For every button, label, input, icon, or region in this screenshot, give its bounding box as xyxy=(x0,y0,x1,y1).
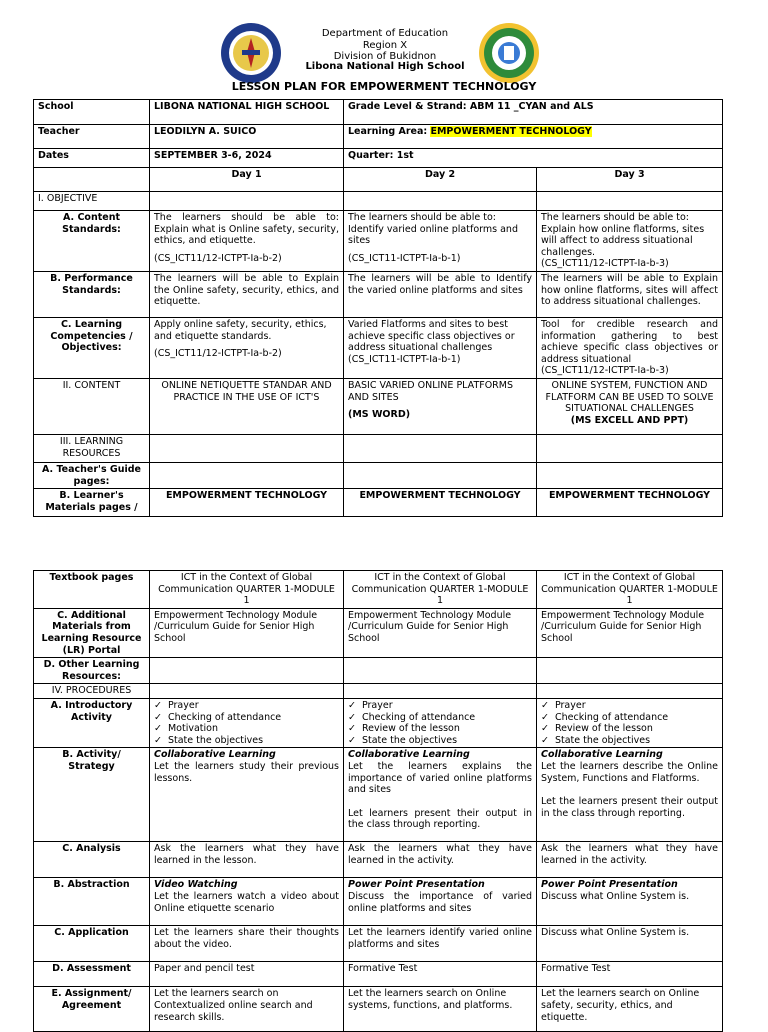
analysis-day-2: Ask the learners what they have learned in the activity. xyxy=(344,842,537,878)
introductory-day-3 xyxy=(537,698,723,747)
content-day-1: ONLINE NETIQUETTE STANDAR AND PRACTICE IN THE USE OF ICT'S xyxy=(150,378,344,434)
analysis-day-1: Ask the learners what they have learned in the lesson. xyxy=(150,842,344,878)
abstraction-day-1: Video Watching Let the learners watch a video about Online etiquette scenario xyxy=(150,878,344,926)
abstraction-row xyxy=(34,878,723,926)
checklist-item: ✓ Motivation xyxy=(154,723,339,735)
learning-area xyxy=(344,125,723,149)
lesson-plan-table-1 xyxy=(33,99,723,517)
content-standard-day-3: The learners should be able to: Explain how online flatforms, sites will affect to address situational challenges. (CS_ICT11/12-ICTPT-Ia-b-3) xyxy=(537,211,723,272)
competencies-row xyxy=(34,317,723,378)
abstraction-day-2: Power Point Presentation Discuss the importance of varied online platforms and sites xyxy=(344,878,537,926)
procedures-label: IV. PROCEDURES xyxy=(34,684,150,699)
other-resources-label: D. Other Learning Resources: xyxy=(34,658,150,684)
grade-level-label: Grade Level & Strand: ABM 11 _CYAN and ALS xyxy=(344,100,723,125)
performance-standards-label: B. Performance Standards: xyxy=(34,271,150,317)
checklist-item: ✓ Checking of attendance xyxy=(348,712,532,724)
procedures-row xyxy=(34,684,723,699)
other-resources-row xyxy=(34,658,723,684)
learner-materials-label: B. Learner's Materials pages / xyxy=(34,489,150,517)
learner-materials-day-1: EMPOWERMENT TECHNOLOGY xyxy=(150,489,344,517)
activity-strategy-row xyxy=(34,748,723,842)
learning-resources-row xyxy=(34,434,723,462)
content-standards-row xyxy=(34,211,723,272)
assignment-day-3: Let the learners search on Online safety, security, ethics, and etiquette. xyxy=(537,987,723,1032)
assessment-label: D. Assessment xyxy=(34,962,150,987)
content-standard-day-1: The learners should be able to: Explain what is Online safety, security, ethics, and etiquette. (CS_ICT11/12-ICTPT-Ia-b-2) xyxy=(150,211,344,272)
checklist-item: ✓ Prayer xyxy=(348,700,532,712)
content-row xyxy=(34,378,723,434)
assignment-row xyxy=(34,987,723,1032)
introductory-day-1 xyxy=(150,698,344,747)
activity-day-1: Collaborative Learning Let the learners study their previous lessons. xyxy=(150,748,344,842)
textbook-day-3: ICT in the Context of Global Communication QUARTER 1-MODULE 1 xyxy=(537,571,723,609)
analysis-row xyxy=(34,842,723,878)
checklist-item: ✓ Prayer xyxy=(541,700,718,712)
additional-materials-day-3: Empowerment Technology Module /Curriculum Guide for Senior High School xyxy=(537,608,723,657)
teacher-guide-row xyxy=(34,462,723,488)
learning-resources-label: III. LEARNING RESOURCES xyxy=(34,434,150,462)
learner-materials-day-2: EMPOWERMENT TECHNOLOGY xyxy=(344,489,537,517)
content-standards-label: A. Content Standards: xyxy=(34,211,150,272)
competencies-label: C. Learning Competencies / Objectives: xyxy=(34,317,150,378)
checklist-item: ✓ State the objectives xyxy=(348,735,532,747)
learner-materials-day-3: EMPOWERMENT TECHNOLOGY xyxy=(537,489,723,517)
day-3-header: Day 3 xyxy=(537,168,723,192)
abstraction-day-3: Power Point Presentation Discuss what Online System is. xyxy=(537,878,723,926)
teacher-guide-label: A. Teacher's Guide pages: xyxy=(34,462,150,488)
lesson-plan-table-2 xyxy=(33,570,723,1032)
header-line-department: Department of Education xyxy=(321,28,449,39)
page-title: LESSON PLAN FOR EMPOWERMENT TECHNOLOGY xyxy=(231,80,537,93)
assessment-row xyxy=(34,962,723,987)
learner-materials-row xyxy=(34,489,723,517)
checklist-item: ✓ Prayer xyxy=(154,700,339,712)
header-school-name: Libona National High School xyxy=(305,61,465,72)
dates-value: SEPTEMBER 3-6, 2024 xyxy=(150,149,344,168)
activity-strategy-label: B. Activity/ Strategy xyxy=(34,748,150,842)
application-day-2: Let the learners identify varied online platforms and sites xyxy=(344,926,537,962)
checklist-item: ✓ State the objectives xyxy=(154,735,339,747)
performance-standard-day-3: The learners will be able to Explain how online flatforms, sites will affect to address situational challenges. xyxy=(537,271,723,317)
textbook-day-1: ICT in the Context of Global Communication QUARTER 1-MODULE 1 xyxy=(150,571,344,609)
quarter-label: Quarter: 1st xyxy=(344,149,723,168)
application-label: C. Application xyxy=(34,926,150,962)
header-line-division: Division of Bukidnon xyxy=(333,51,437,62)
additional-materials-row xyxy=(34,608,723,657)
info-row-school xyxy=(34,100,723,125)
objective-label: I. OBJECTIVE xyxy=(34,192,150,211)
info-row-teacher xyxy=(34,125,723,149)
activity-day-2: Collaborative Learning Let the learners explains the importance of varied online platforms and sites Let learners present their output in the class through reporting. xyxy=(344,748,537,842)
dates-label: Dates xyxy=(34,149,150,168)
textbook-row xyxy=(34,571,723,609)
assignment-day-2: Let the learners search on Online systems, functions, and platforms. xyxy=(344,987,537,1032)
competency-day-2: Varied Flatforms and sites to best achieve specific class objectives or address situational challenges (CS_ICT11-ICTPT-Ia-b-1) xyxy=(344,317,537,378)
analysis-label: C. Analysis xyxy=(34,842,150,878)
textbook-label: Textbook pages xyxy=(34,571,150,609)
analysis-day-3: Ask the learners what they have learned in the activity. xyxy=(537,842,723,878)
school-value: LIBONA NATIONAL HIGH SCHOOL xyxy=(150,100,344,125)
competency-day-1: Apply online safety, security, ethics, and etiquette standards. (CS_ICT11/12-ICTPT-Ia-b-2) xyxy=(150,317,344,378)
abstraction-label: B. Abstraction xyxy=(34,878,150,926)
checklist-item: ✓ Review of the lesson xyxy=(348,723,532,735)
additional-materials-day-1: Empowerment Technology Module /Curriculum Guide for Senior High School xyxy=(150,608,344,657)
objective-row xyxy=(34,192,723,211)
performance-standard-day-1: The learners will be able to Explain the Online safety, security, ethics, and etiquette. xyxy=(150,271,344,317)
learning-area-value: EMPOWERMENT TECHNOLOGY xyxy=(430,126,592,137)
info-row-dates xyxy=(34,149,723,168)
teacher-label: Teacher xyxy=(34,125,150,149)
content-day-3: ONLINE SYSTEM, FUNCTION AND FLATFORM CAN BE USED TO SOLVE SITUATIONAL CHALLENGES (MS EXCELL AND PPT) xyxy=(537,378,723,434)
assessment-day-2: Formative Test xyxy=(344,962,537,987)
assessment-day-1: Paper and pencil test xyxy=(150,962,344,987)
learning-area-label: Learning Area: xyxy=(348,126,431,137)
day-2-header: Day 2 xyxy=(344,168,537,192)
checklist-item: ✓ Checking of attendance xyxy=(154,712,339,724)
additional-materials-day-2: Empowerment Technology Module /Curriculum Guide for Senior High School xyxy=(344,608,537,657)
checklist-item: ✓ State the objectives xyxy=(541,735,718,747)
checklist-item: ✓ Review of the lesson xyxy=(541,723,718,735)
day-header-row xyxy=(34,168,723,192)
school-label: School xyxy=(34,100,150,125)
textbook-day-2: ICT in the Context of Global Communication QUARTER 1-MODULE 1 xyxy=(344,571,537,609)
content-standard-day-2: The learners should be able to: Identify varied online platforms and sites (CS_ICT11-ICTPT-Ia-b-1) xyxy=(344,211,537,272)
additional-materials-label: C. Additional Materials from Learning Resource (LR) Portal xyxy=(34,608,150,657)
assignment-label: E. Assignment/ Agreement xyxy=(34,987,150,1032)
content-day-2: BASIC VARIED ONLINE PLATFORMS AND SITES (MS WORD) xyxy=(344,378,537,434)
introductory-day-2 xyxy=(344,698,537,747)
teacher-value: LEODILYN A. SUICO xyxy=(150,125,344,149)
assessment-day-3: Formative Test xyxy=(537,962,723,987)
competency-day-3: Tool for credible research and information gathering to best achieve specific class objectives or address situational (CS_ICT11/12-ICTPT-Ia-b-3) xyxy=(537,317,723,378)
checklist-item: ✓ Checking of attendance xyxy=(541,712,718,724)
application-day-3: Discuss what Online System is. xyxy=(537,926,723,962)
activity-day-3: Collaborative Learning Let the learners describe the Online System, Functions and Flatforms. Let the learners present their output in the class through reporting. xyxy=(537,748,723,842)
performance-standard-day-2: The learners will be able to Identify the varied online platforms and sites xyxy=(344,271,537,317)
assignment-day-1: Let the learners search on Contextualized online search and research skills. xyxy=(150,987,344,1032)
introductory-activity-row xyxy=(34,698,723,747)
performance-standards-row xyxy=(34,271,723,317)
header-line-region: Region X xyxy=(362,40,408,51)
day-1-header: Day 1 xyxy=(150,168,344,192)
application-day-1: Let the learners share their thoughts about the video. xyxy=(150,926,344,962)
application-row xyxy=(34,926,723,962)
content-label: II. CONTENT xyxy=(34,378,150,434)
introductory-activity-label: A. Introductory Activity xyxy=(34,698,150,747)
document-header xyxy=(0,0,768,100)
